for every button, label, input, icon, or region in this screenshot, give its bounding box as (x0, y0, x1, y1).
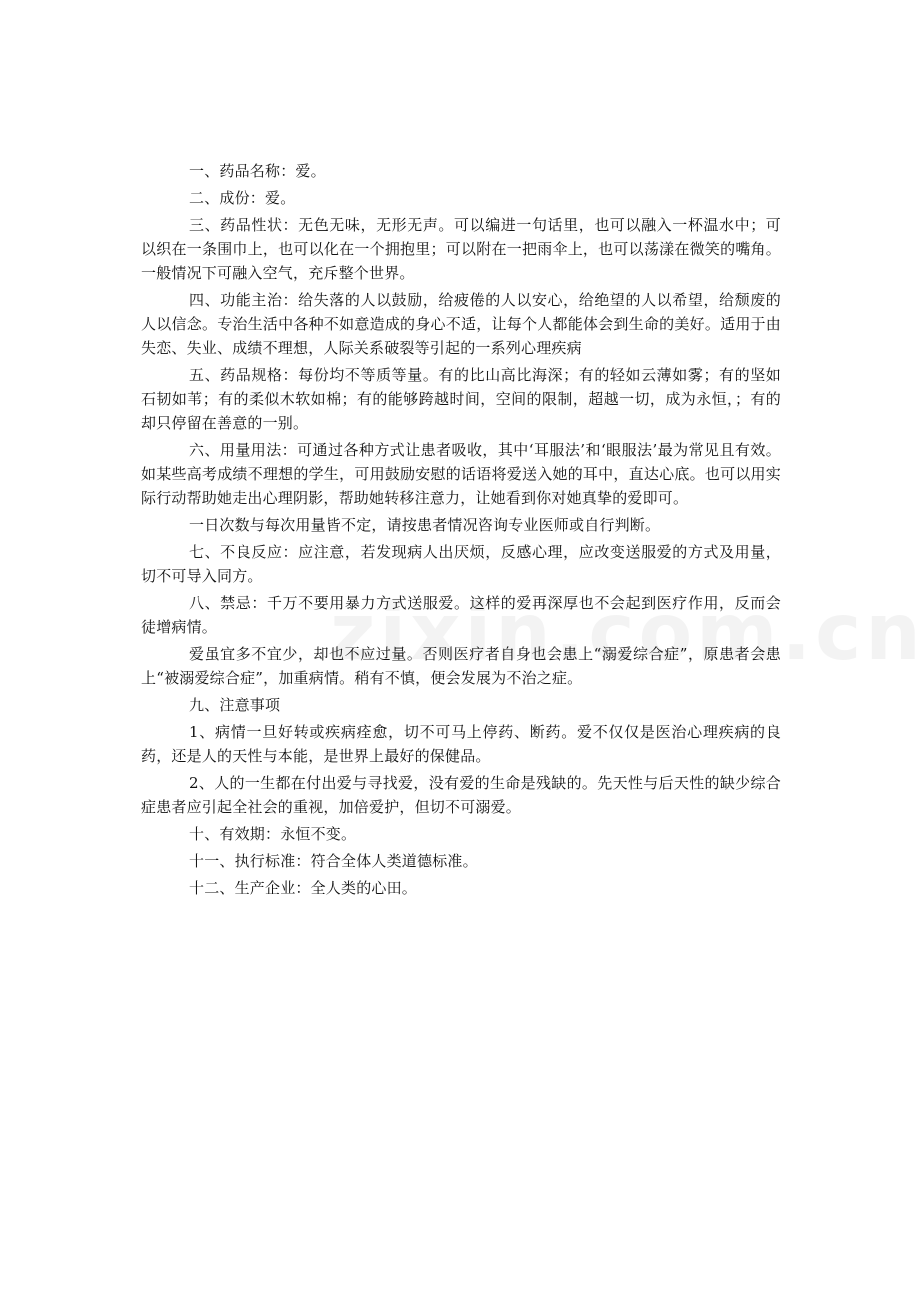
paragraph-properties: 三、药品性状：无色无味，无形无声。可以编进一句话里，也可以融入一杯温水中；可以织在一条围巾上，也可以化在一个拥抱里；可以附在一把雨伞上，也可以荡漾在微笑的嘴角。一般情况下可融入空气，充斥整个世界。 (141, 216, 781, 282)
document-body (141, 159, 781, 903)
paragraph-standard: 十一、执行标准：符合全体人类道德标准。 (189, 852, 478, 870)
paragraph-drug-name: 一、药品名称：爱。 (189, 162, 326, 180)
paragraph-contraindications: 八、禁忌：千万不要用暴力方式送服爱。这样的爱再深厚也不会起到医疗作用，反而会徒增病情。 (141, 594, 781, 636)
paragraph-overdose-note: 爱虽宜多不宜少，却也不应过量。否则医疗者自身也会患上“溺爱综合症”，原患者会患上“被溺爱综合症”，加重病情。稍有不慎，便会发展为不治之症。 (141, 645, 781, 687)
paragraph-manufacturer: 十二、生产企业：全人类的心田。 (189, 879, 418, 897)
paragraph-dosage: 六、用量用法：可通过各种方式让患者吸收，其中‘耳服法’和‘眼服法’最为常见且有效。如某些高考成绩不理想的学生，可用鼓励安慰的话语将爱送入她的耳中，直达心底。也可以用实际行动帮助她走出心理阴影，帮助她转移注意力，让她看到你对她真挚的爱即可。 (141, 441, 781, 507)
paragraph-validity: 十、有效期：永恒不变。 (189, 825, 357, 843)
paragraph-precaution-2: 2、人的一生都在付出爱与寻找爱，没有爱的生命是残缺的。先天性与后天性的缺少综合症患者应引起全社会的重视，加倍爱护，但切不可溺爱。 (141, 774, 781, 816)
paragraph-indications: 四、功能主治：给失落的人以鼓励，给疲倦的人以安心，给绝望的人以希望，给颓废的人以信念。专治生活中各种不如意造成的身心不适，让每个人都能体会到生命的美好。适用于由失恋、失业、成绩不理想，人际关系破裂等引起的一系列心理疾病 (141, 291, 781, 357)
paragraph-specifications: 五、药品规格：每份均不等质等量。有的比山高比海深；有的轻如云薄如雾；有的坚如石韧如苇；有的柔似木软如棉；有的能够跨越时间，空间的限制，超越一切，成为永恒，；有的却只停留在善意的一别。 (141, 366, 781, 432)
paragraph-precaution-1: 1、病情一旦好转或疾病痊愈，切不可马上停药、断药。爱不仅仅是医治心理疾病的良药，还是人的天性与本能，是世界上最好的保健品。 (141, 723, 781, 765)
paragraph-daily-frequency: 一日次数与每次用量皆不定，请按患者情况咨询专业医师或自行判断。 (189, 516, 661, 534)
paragraph-adverse-reactions: 七、不良反应：应注意，若发现病人出厌烦，反感心理，应改变送服爱的方式及用量，切不可导入同方。 (141, 543, 781, 585)
paragraph-precautions-heading: 九、注意事项 (189, 696, 281, 714)
paragraph-ingredients: 二、成份：爱。 (189, 189, 296, 207)
